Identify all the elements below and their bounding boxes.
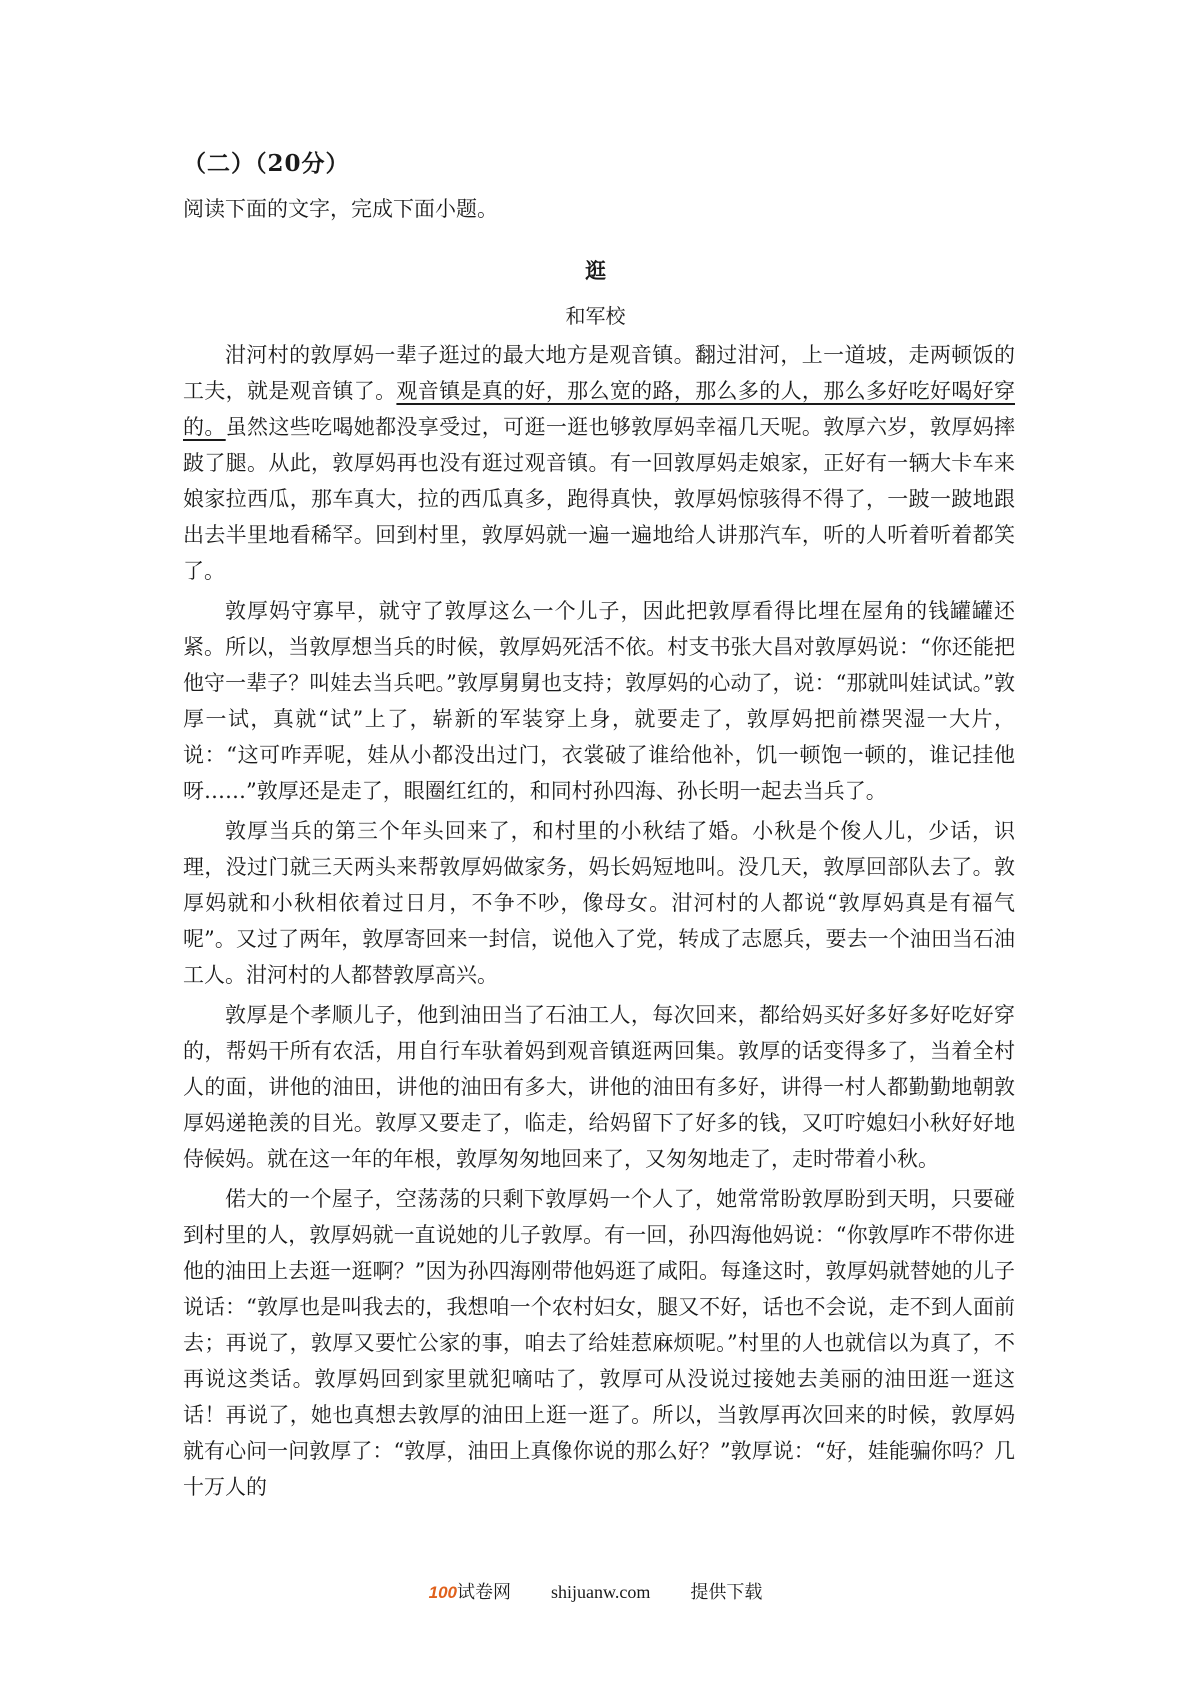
story-paragraph-4: 敦厚是个孝顺儿子，他到油田当了石油工人，每次回来，都给妈买好多好多好吃好穿的，帮妈干所有农活，用自行车驮着妈到观音镇逛两回集。敦厚的话变得多了，当着全村人的面，讲他的油田，讲他的油田有多大，讲他的油田有多好，讲得一村人都勤勤地朝敦厚妈递艳羡的目光。敦厚又要走了，临走，给妈留下了好多的钱，又叮咛媳妇小秋好好地侍候妈。就在这一年的年根，敦厚匆匆地回来了，又匆匆地走了，走时带着小秋。: [183, 1003, 1015, 1171]
story-author: 和军校: [565, 304, 626, 328]
section-heading: （二）（20分）: [183, 150, 350, 177]
story-body: [183, 337, 1015, 1505]
site-domain-link[interactable]: shijuanw.com: [551, 1582, 651, 1602]
story-paragraph-3: 敦厚当兵的第三个年头回来了，和村里的小秋结了婚。小秋是个俊人儿，少话，识理，没过门就三天两头来帮敦厚妈做家务，妈长妈短地叫。没几天，敦厚回部队去了。敦厚妈就和小秋相依着过日月，不争不吵，像母女。泔河村的人都说“敦厚妈真是有福气呢”。又过了两年，敦厚寄回来一封信，说他入了党，转成了志愿兵，要去一个油田当石油工人。泔河村的人都替敦厚高兴。: [183, 819, 1015, 987]
paragraph-text: 虽然这些吃喝她都没享受过，可逛一逛也够敦厚妈幸福几天呢。敦厚六岁，敦厚妈摔跛了腿。从此，敦厚妈再也没有逛过观音镇。有一回敦厚妈走娘家，正好有一辆大卡车来娘家拉西瓜，那车真大，拉的西瓜真多，跑得真快，敦厚妈惊骇得不得了，一跛一跛地跟出去半里地看稀罕。回到村里，敦厚妈就一遍一遍地给人讲那汽车，听的人听着听着都笑了。: [183, 415, 1015, 583]
story-paragraph-2: 敦厚妈守寡早，就守了敦厚这么一个儿子，因此把敦厚看得比埋在屋角的钱罐罐还紧。所以，当敦厚想当兵的时候，敦厚妈死活不依。村支书张大昌对敦厚妈说：“你还能把他守一辈子？叫娃去当兵吧。”敦厚舅舅也支持；敦厚妈的心动了，说：“那就叫娃试试。”敦厚一试，真就“试”上了，崭新的军装穿上身，就要走了，敦厚妈把前襟哭湿一大片，说：“这可咋弄呢，娃从小都没出过门，衣裳破了谁给他补，饥一顿饱一顿的，谁记挂他呀……”敦厚还是走了，眼圈红红的，和同村孙四海、孙长明一起去当兵了。: [183, 599, 1015, 803]
story-title: 逛: [585, 258, 606, 283]
download-note: 提供下载: [690, 1582, 763, 1602]
story-paragraph-5: 偌大的一个屋子，空荡荡的只剩下敦厚妈一个人了，她常常盼敦厚盼到天明，只要碰到村里的人，敦厚妈就一直说她的儿子敦厚。有一回，孙四海他妈说：“你敦厚咋不带你进他的油田上去逛一逛啊？”因为孙四海刚带他妈逛了咸阳。每逢这时，敦厚妈就替她的儿子说话：“敦厚也是叫我去的，我想咱一个农村妇女，腿又不好，话也不会说，走不到人面前去；再说了，敦厚又要忙公家的事，咱去了给娃惹麻烦呢。”村里的人也就信以为真了，不再说这类话。敦厚妈回到家里就犯嘀咕了，敦厚可从没说过接她去美丽的油田逛一逛这话！再说了，她也真想去敦厚的油田上逛一逛了。所以，当敦厚再次回来的时候，敦厚妈就有心问一问敦厚了：“敦厚，油田上真像你说的那么好？”敦厚说：“好，娃能骗你吗？几十万人的: [183, 1187, 1015, 1499]
reading-instruction: 阅读下面的文字，完成下面小题。: [183, 197, 498, 221]
page-footer: [0, 1578, 1191, 1604]
site-logo: 100: [428, 1583, 458, 1602]
paragraph-text: 泔河村的敦厚妈一辈子逛过的最大地方是观音镇。翻过泔河，上一道坡，走两顿饭的工夫，就是观音镇了。: [183, 343, 1015, 403]
site-name: 试卷网: [457, 1582, 512, 1602]
story-paragraph-1: [183, 337, 1015, 589]
underlined-sentence: 观音镇是真的好，那么宽的路，那么多的人，那么多好吃好喝好穿的。: [183, 379, 1015, 439]
